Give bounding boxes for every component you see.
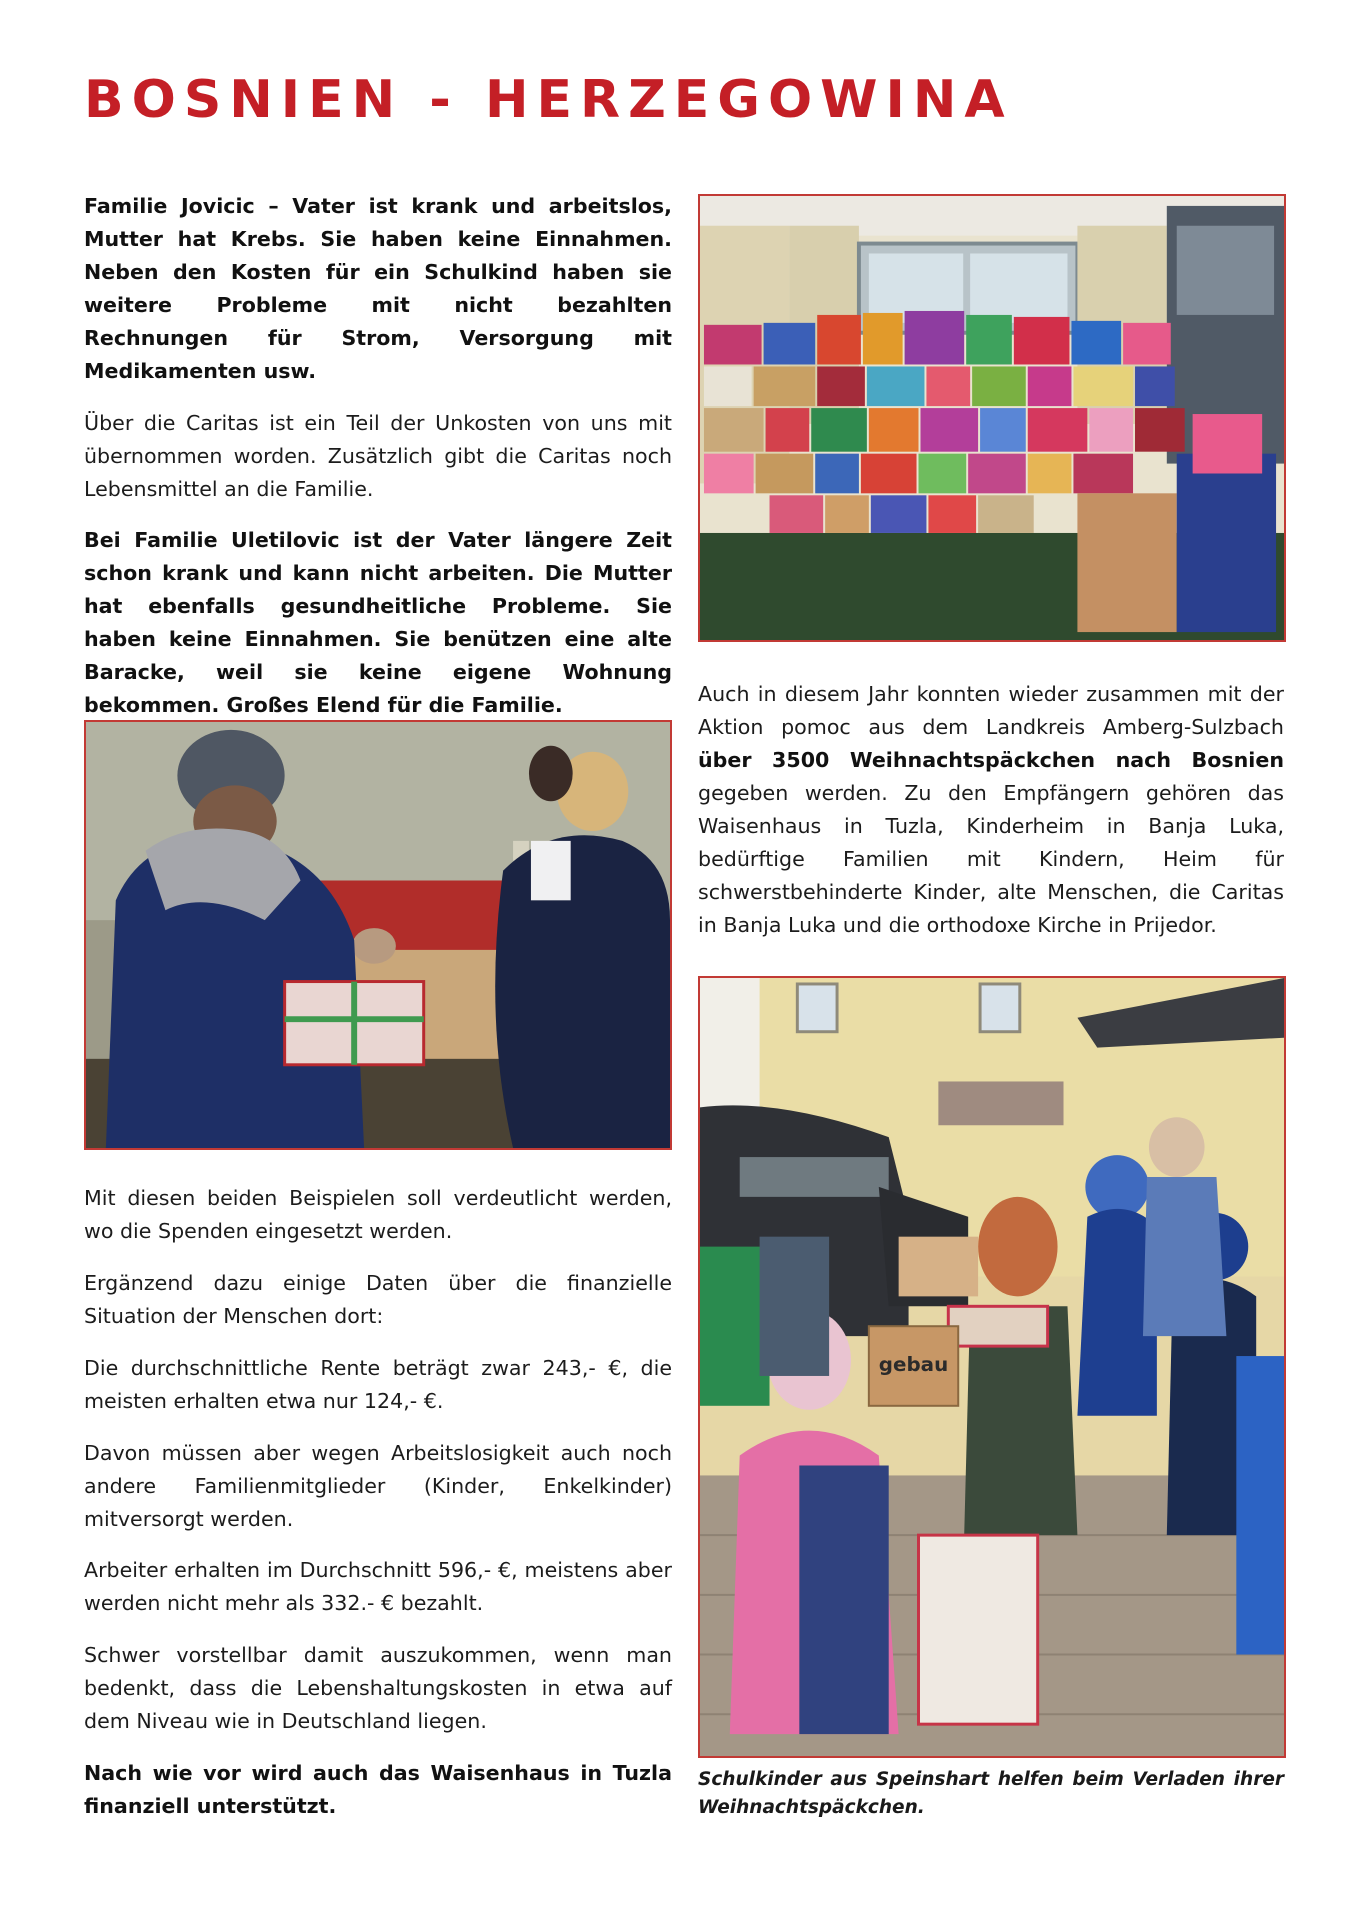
paragraph-packages [698, 678, 1284, 942]
carton-label: gebau [878, 1352, 949, 1376]
packages-text-start: Auch in diesem Jahr konnten wieder zusammen mit der Aktion pomoc aus dem Landkreis Amberg-Sulzbach [698, 682, 1284, 739]
left-text-column [84, 190, 672, 741]
paragraph-wages: Arbeiter erhalten im Durchschnitt 596,- €, meistens aber werden nicht mehr als 332.- € bezahlt. [84, 1558, 672, 1616]
right-text-column [698, 678, 1284, 961]
paragraph-orphanage: Nach wie vor wird auch das Waisenhaus in Tuzla finanziell unterstützt. [84, 1761, 672, 1819]
page-title: BOSNIEN - HERZEGOWINA [84, 70, 1013, 130]
paragraph-unemployment: Davon müssen aber wegen Arbeitslosigkeit auch noch andere Familienmitglieder (Kinder, Enkelkinder) mitversorgt werden. [84, 1440, 672, 1531]
gift-box-held [285, 982, 424, 1065]
paragraph-jovicic: Familie Jovicic – Vater ist krank und arbeitslos, Mutter hat Krebs. Sie haben keine Einnahmen. Neben den Kosten für ein Schulkind haben sie weitere Probleme mit nicht bezahlten Rechnungen für Strom, Versorgung mit Medikamenten usw. [84, 194, 672, 383]
school-children-illustration [700, 978, 1284, 1756]
paragraph-examples: Mit diesen beiden Beispielen soll verdeutlicht werden, wo die Spenden eingesetzt werden. [84, 1186, 672, 1243]
photo-gift-boxes [698, 194, 1286, 642]
paragraph-living-costs: Schwer vorstellbar damit auszukommen, wenn man bedenkt, dass die Lebenshaltungskosten in etwa auf dem Niveau wie in Deutschland liegen. [84, 1643, 672, 1734]
paragraph-caritas: Über die Caritas ist ein Teil der Unkosten von uns mit übernommen worden. Zusätzlich gibt die Caritas noch Lebensmittel an die Familie. [84, 410, 672, 501]
photo-school-children [698, 976, 1286, 1758]
left-lower-text-column [84, 1182, 672, 1842]
packages-highlight: über 3500 Weihnachtspäckchen nach Bosnien [698, 747, 1284, 772]
photo-caption: Schulkinder aus Speinshart helfen beim Verladen ihrer Weihnachtspäckchen. [698, 1769, 1284, 1818]
family-visit-illustration [86, 722, 670, 1148]
paragraph-financial-intro: Ergänzend dazu einige Daten über die finanzielle Situation der Menschen dort: [84, 1270, 672, 1328]
paragraph-pension: Die durchschnittliche Rente beträgt zwar 243,- €, die meisten erhalten etwa nur 124,- €. [84, 1355, 672, 1413]
gift-boxes-illustration [700, 196, 1284, 640]
packages-text-end: gegeben werden. Zu den Empfängern gehören das Waisenhaus in Tuzla, Kinderheim in Banja Luka, bedürftige Familien mit Kindern, Heim für schwerstbehinderte Kinder, alte Menschen, die Caritas in Banja Luka und die orthodoxe Kirche in Prijedor. [698, 780, 1284, 937]
paragraph-uletilovic: Bei Familie Uletilovic ist der Vater längere Zeit schon krank und kann nicht arbeiten. Die Mutter hat ebenfalls gesundheitliche Probleme. Sie haben keine Einnahmen. Sie benützen eine alte Baracke, weil sie keine eigene Wohnung bekommen. Großes Elend für die Familie. [84, 528, 672, 718]
carton-box [869, 1326, 958, 1406]
photo-family-visit [84, 720, 672, 1150]
